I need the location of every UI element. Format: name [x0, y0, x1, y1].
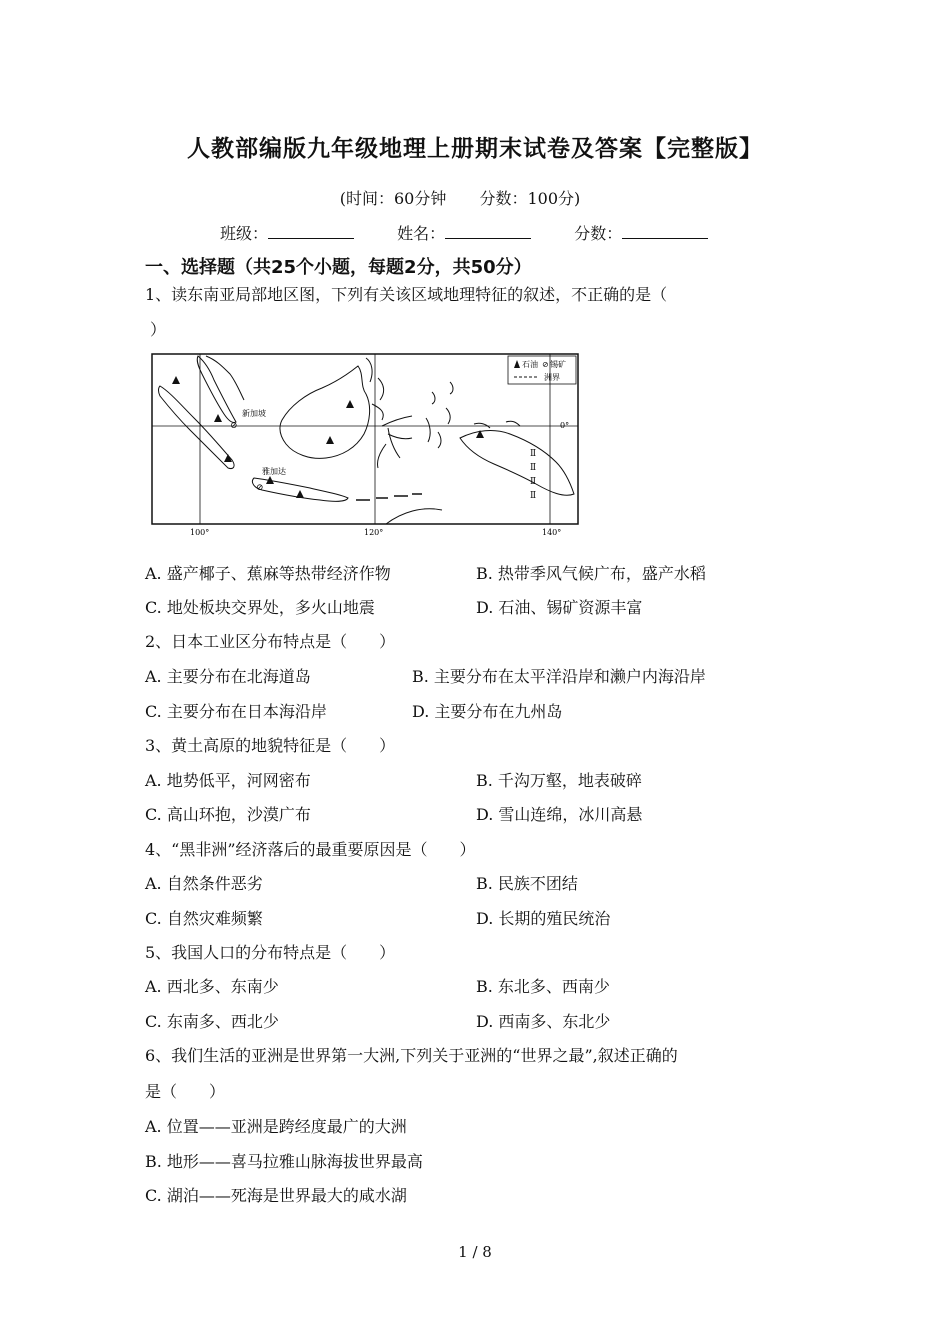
student-info: [220, 221, 746, 244]
q2-option-c[interactable]: C. 主要分布在日本海沿岸: [145, 702, 327, 721]
q1-stem: 1、读东南亚局部地区图，下列有关该区域地理特征的叙述，不正确的是（: [145, 285, 668, 304]
city-singapore: 新加坡: [242, 409, 266, 418]
q6-option-b[interactable]: B. 地形——喜马拉雅山脉海拔世界最高: [145, 1152, 423, 1171]
svg-text:Ⅱ: Ⅱ: [530, 463, 537, 473]
southeast-asia-map: [150, 352, 580, 542]
q4-option-c[interactable]: C. 自然灾难频繁: [145, 909, 263, 928]
q3-option-c[interactable]: C. 高山环抱，沙漠广布: [145, 805, 311, 824]
exam-total-score: 分数：100分): [479, 189, 581, 208]
score-blank[interactable]: [622, 224, 708, 239]
exam-time: (时间：60分钟: [339, 189, 447, 208]
q1-option-c[interactable]: C. 地处板块交界处，多火山地震: [145, 598, 375, 617]
svg-text:⊘: ⊘: [230, 421, 238, 431]
svg-text:⊘: ⊘: [256, 483, 264, 493]
q4-stem: 4、“黑非洲”经济落后的最重要原因是（ ）: [145, 840, 476, 859]
exam-meta: [0, 186, 920, 209]
legend-oil: 石油: [522, 360, 538, 369]
page-number: 1 / 8: [458, 1243, 492, 1261]
class-blank[interactable]: [268, 224, 354, 239]
q3-option-a[interactable]: A. 地势低平，河网密布: [145, 771, 311, 790]
q5-option-d[interactable]: D. 西南多、东北少: [476, 1012, 611, 1031]
lon-140-label: 140°: [542, 528, 562, 537]
name-blank[interactable]: [445, 224, 531, 239]
q6-stem-cont: 是（ ）: [145, 1082, 226, 1101]
q3-option-b[interactable]: B. 千沟万壑，地表破碎: [476, 771, 642, 790]
q2-option-b[interactable]: B. 主要分布在太平洋沿岸和濑户内海沿岸: [412, 667, 706, 686]
q1-stem-cont: ）: [150, 320, 167, 339]
svg-text:Ⅱ: Ⅱ: [530, 491, 537, 501]
score-label: 分数：: [574, 224, 623, 243]
q1-option-d[interactable]: D. 石油、锡矿资源丰富: [476, 598, 643, 617]
lat-0-label: 0°: [560, 421, 570, 430]
q1-option-b[interactable]: B. 热带季风气候广布，盛产水稻: [476, 564, 706, 583]
name-label: 姓名：: [397, 224, 446, 243]
lon-100-label: 100°: [190, 528, 210, 537]
q4-option-d[interactable]: D. 长期的殖民统治: [476, 909, 611, 928]
q6-option-a[interactable]: A. 位置——亚洲是跨经度最广的大洲: [145, 1117, 407, 1136]
q3-stem: 3、黄土高原的地貌特征是（ ）: [145, 736, 396, 755]
section-heading: 一、选择题（共25个小题，每题2分，共50分）: [145, 257, 532, 278]
q5-option-c[interactable]: C. 东南多、西北少: [145, 1012, 279, 1031]
q5-option-a[interactable]: A. 西北多、东南少: [145, 977, 279, 996]
q1-option-a[interactable]: A. 盛产椰子、蕉麻等热带经济作物: [145, 564, 391, 583]
q2-option-d[interactable]: D. 主要分布在九州岛: [412, 702, 563, 721]
lon-120-label: 120°: [364, 528, 384, 537]
q4-option-b[interactable]: B. 民族不团结: [476, 874, 578, 893]
q3-option-d[interactable]: D. 雪山连绵，冰川高悬: [476, 805, 643, 824]
svg-text:⊘: ⊘: [542, 360, 549, 369]
city-jakarta: 雅加达: [262, 467, 286, 476]
q4-option-a[interactable]: A. 自然条件恶劣: [145, 874, 263, 893]
class-label: 班级：: [220, 224, 269, 243]
q6-option-c[interactable]: C. 湖泊——死海是世界最大的咸水湖: [145, 1186, 407, 1205]
q2-option-a[interactable]: A. 主要分布在北海道岛: [145, 667, 311, 686]
legend-boundary: 洲界: [544, 373, 560, 382]
q5-option-b[interactable]: B. 东北多、西南少: [476, 977, 610, 996]
page-title: 人教部编版九年级地理上册期末试卷及答案【完整版】: [187, 136, 763, 162]
svg-text:Ⅱ: Ⅱ: [530, 477, 537, 487]
svg-text:Ⅱ: Ⅱ: [530, 449, 537, 459]
q6-stem: 6、我们生活的亚洲是世界第一大洲,下列关于亚洲的“世界之最”,叙述正确的: [145, 1046, 678, 1065]
legend-tin: 锡矿: [550, 360, 566, 369]
q5-stem: 5、我国人口的分布特点是（ ）: [145, 943, 396, 962]
q2-stem: 2、日本工业区分布特点是（ ）: [145, 632, 396, 651]
